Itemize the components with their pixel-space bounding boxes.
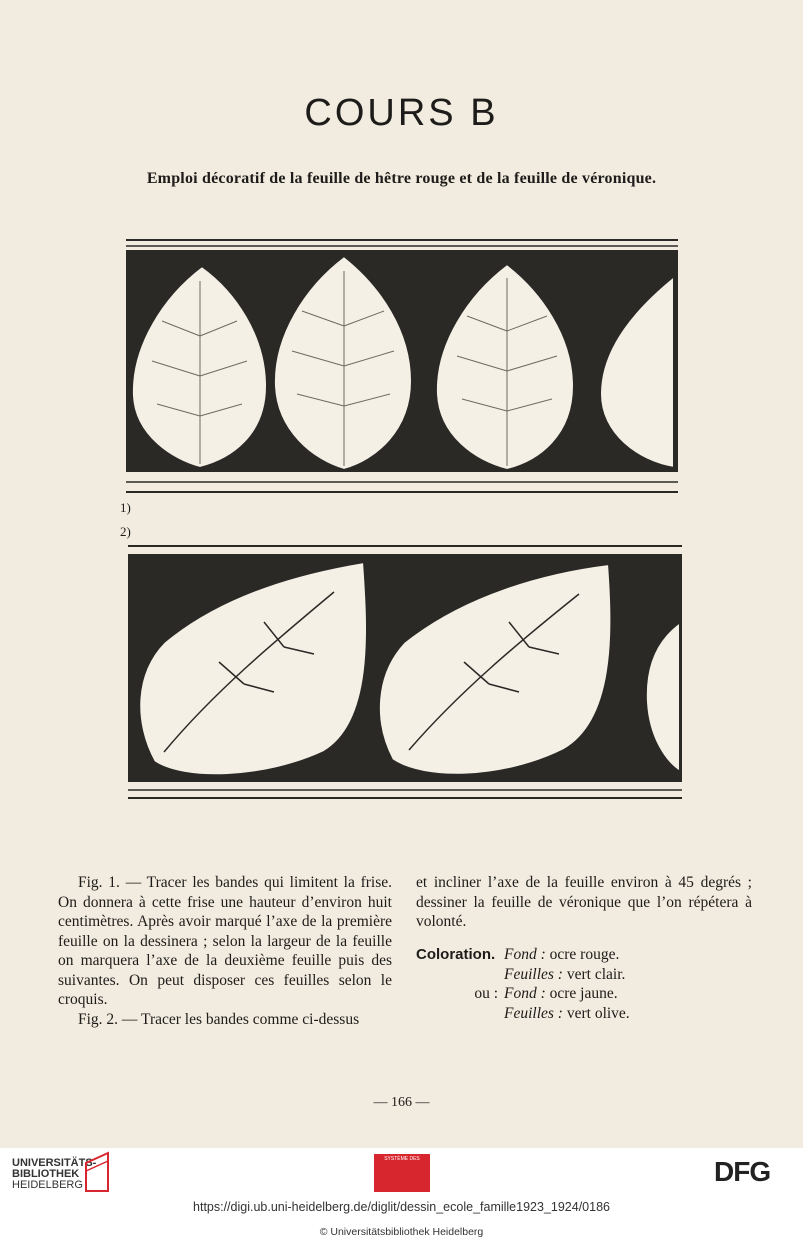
viewer-footer — [0, 1148, 803, 1245]
text-column-left — [58, 873, 392, 1029]
coloration-ou: ou : — [474, 985, 498, 1002]
coloration-row: Feuilles : vert olive. — [504, 1004, 630, 1022]
coloration-label: Coloration. — [416, 946, 496, 963]
paragraph-continued: et incliner l’axe de la feuille environ à 45 degrés ; dessiner la feuille de véronique que l’on répétera à volonté. — [416, 874, 752, 930]
library-logo[interactable]: UNIVERSITÄTS- BIBLIOTHEK HEIDELBERG — [12, 1157, 97, 1191]
text-column-right — [416, 873, 752, 932]
library-mark-icon — [82, 1151, 112, 1195]
digitization-logo[interactable]: SYSTÈME DES — [374, 1154, 430, 1192]
paragraph-fig-2: Fig. 2. — Tracer les bandes comme ci-dessus — [78, 1010, 360, 1028]
coloration-block — [416, 945, 756, 1023]
copyright-notice: © Universitätsbibliothek Heidelberg — [319, 1226, 484, 1238]
figure-1-label: 1) — [120, 500, 131, 515]
page-subtitle: Emploi décoratif de la feuille de hêtre rouge et de la feuille de véronique. — [146, 170, 657, 187]
figure-2-label: 2) — [120, 524, 131, 539]
page-title: COURS B — [304, 92, 499, 134]
coloration-row: ou : Fond : ocre jaune. — [416, 984, 756, 1004]
frieze-figure-1 — [122, 236, 682, 498]
frieze-figure-2 — [124, 542, 686, 804]
dfg-logo[interactable]: DFG — [714, 1156, 771, 1187]
source-url[interactable]: https://digi.ub.uni-heidelberg.de/diglit/dessin_ecole_famille1923_1924/0186 — [193, 1200, 610, 1214]
coloration-row: Coloration. Fond : ocre rouge. — [416, 946, 620, 963]
paragraph-fig-1: Fig. 1. — Tracer les bandes qui limitent la frise. On donnera à cette frise une hauteur d’environ huit centimètres. Après avoir marqué l’axe de la première feuille on la dessinera ; selon la largeur de la feuille on marquera l’axe de la deuxième feuille puis des suivantes. On peut disposer ces feuilles selon le croquis. — [58, 874, 392, 1008]
page-number: — 166 — — [373, 1095, 430, 1110]
coloration-row: Feuilles : vert clair. — [504, 965, 626, 983]
